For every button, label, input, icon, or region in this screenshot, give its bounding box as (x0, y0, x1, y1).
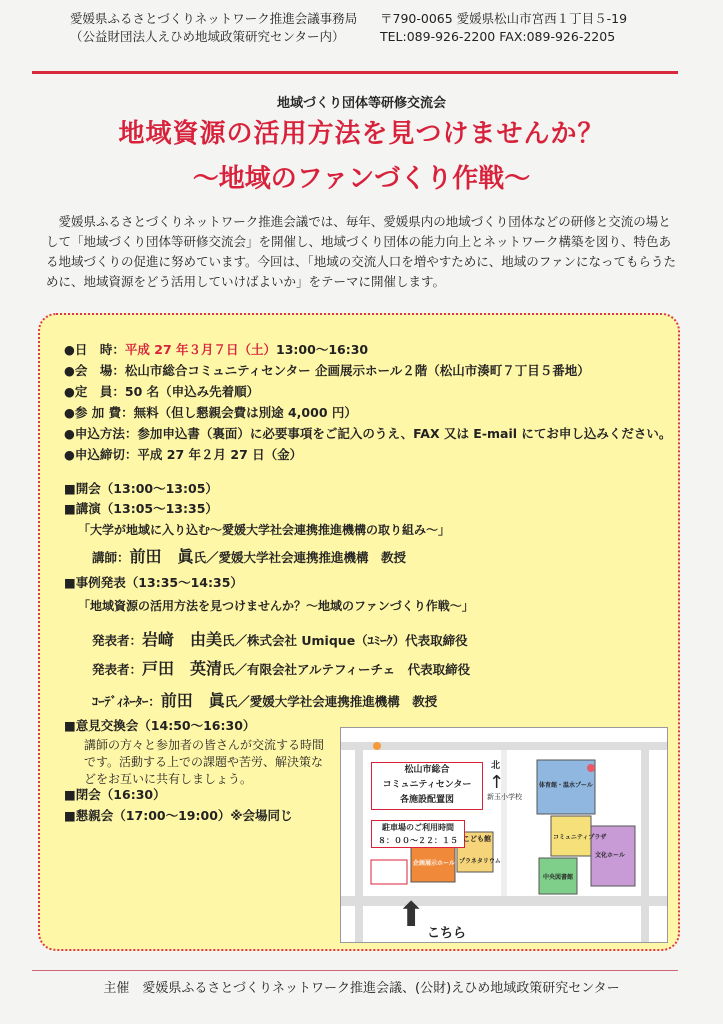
presenter1: 発表者：岩﨑 由美氏／株式会社 Umique（ﾕﾐｰｸ）代表取締役 (92, 630, 468, 649)
detail-application: ●申込方法：参加申込書（裏面）に必要事項をご記入のうえ、FAX 又は E-mail にてお申し込みください。 (64, 426, 672, 441)
map-building-b-label: 体育館・温水プール (539, 782, 593, 789)
event-subtitle: 地域づくり団体等研修交流会 (276, 96, 446, 111)
north-arrow-icon: ↑ (489, 772, 505, 793)
lecturer: 講師：前田 眞氏／愛媛大学社会連携推進機構 教授 (92, 547, 407, 566)
map-entrance-label: こちら (427, 926, 467, 941)
lecture-title: 「大学が地域に入り込む～愛媛大学社会連携推進機構の取り組み～」 (78, 523, 451, 537)
org-line1: 愛媛県ふるさとづくりネットワーク推進会議事務局 (70, 11, 358, 26)
presenter2-name: 戸田 英清 (142, 659, 223, 678)
program-exchange: ■意見交換会（14:50～16:30） (64, 718, 256, 733)
event-date: 平成 27 年３月７日（土） (124, 342, 277, 357)
exchange-note: 講師の方々と参加者の皆さんが交流する時間です。活動する上での課題や苦労、解決策などをお互いに共有しましょう。 (84, 738, 325, 786)
map-building-e-label: 中央図書館 (543, 874, 574, 881)
title-line2: ～地域のファンづくり作戦～ (192, 164, 531, 194)
program-closing: ■閉会（16:30） (64, 787, 166, 802)
detail-venue: ●会 場：松山市総合コミュニティセンター 企画展示ホール２階（松山市湊町７丁目５番地） (64, 363, 590, 378)
detail-fee: ●参 加 費：無料（但し懇親会費は別途 4,000 円） (64, 405, 357, 420)
presenter1-name: 岩﨑 由美 (142, 630, 223, 649)
map-building-d-label: 文化ホール (595, 852, 625, 859)
venue-map (340, 727, 668, 943)
address: 〒790-0065 愛媛県松山市宮西１丁目５-19 (380, 11, 628, 26)
header-divider (32, 71, 678, 74)
program-lecture: ■講演（13:05～13:35） (64, 501, 218, 516)
tel-fax: TEL:089-926-2200 FAX:089-926-2205 (380, 29, 616, 44)
map-building-c-label: コミュニティプラザ (553, 834, 607, 841)
contact-block (380, 10, 627, 46)
presenter2: 発表者：戸田 英清氏／有限会社アルテフィーチェ 代表取締役 (92, 659, 471, 678)
detail-capacity: ●定 員：50 名（申込み先着順） (64, 384, 260, 399)
case-title: 「地域資源の活用方法を見つけませんか？～地域のファンづくり作戦～」 (78, 599, 474, 613)
intro-text: 愛媛県ふるさとづくりネットワーク推進会議では、毎年、愛媛県内の地域づくり団体などの研修と交流の場として「地域づくり団体等研修交流会」を開催し、地域づくり団体の能力向上とネットワーク構築を図り、特色ある地域づくりの促進に努めています。今回は、「地域の交流人口を増やすために、地域のファンになってもらうために、地域資源をどう活用していけばよいか」をテーマに開催します。 (46, 214, 677, 289)
entrance-arrow-icon: ⬆ (397, 895, 426, 935)
organizer-block (70, 10, 357, 46)
coordinator: ｺｰﾃﾞｨﾈｰﾀｰ：前田 眞氏／愛媛大学社会連携推進機構 教授 (92, 691, 438, 710)
map-title-label: 松山市総合 コミュニティセンター 各施設配置図 (371, 762, 483, 810)
title-line1: 地域資源の活用方法を見つけませんか？ (118, 119, 605, 149)
footer-divider (32, 970, 678, 971)
map-building-f-label: プラネタリウム (459, 858, 501, 865)
detail-deadline: ●申込締切：平成 27 年２月 27 日（金） (64, 447, 303, 462)
program-opening: ■開会（13:00～13:05） (64, 481, 218, 496)
map-building-a-label: 企画展示ホール (413, 860, 455, 867)
intro-paragraph (46, 212, 676, 292)
program-case: ■事例発表（13:35～14:35） (64, 575, 243, 590)
map-school-label: 新玉小学校 (487, 793, 522, 801)
program-party: ■懇親会（17:00～19:00）※会場同じ (64, 808, 293, 823)
map-north-label: 北 (491, 761, 501, 771)
footer-sponsor: 主催 愛媛県ふるさとづくりネットワーク推進会議、(公財)えひめ地域政策研究センター (103, 981, 620, 996)
map-parking-label: 駐車場のご利用時間 ８：００～２２：１５ (371, 820, 465, 848)
org-line2: （公益財団法人えひめ地域政策研究センター内） (70, 29, 345, 44)
map-kodomokan-label: こども館 (463, 835, 491, 843)
lecturer-name: 前田 眞 (129, 547, 194, 566)
coordinator-name: 前田 眞 (160, 691, 225, 710)
detail-date: ●日 時：平成 27 年３月７日（土）13:00～16:30 (64, 342, 369, 357)
